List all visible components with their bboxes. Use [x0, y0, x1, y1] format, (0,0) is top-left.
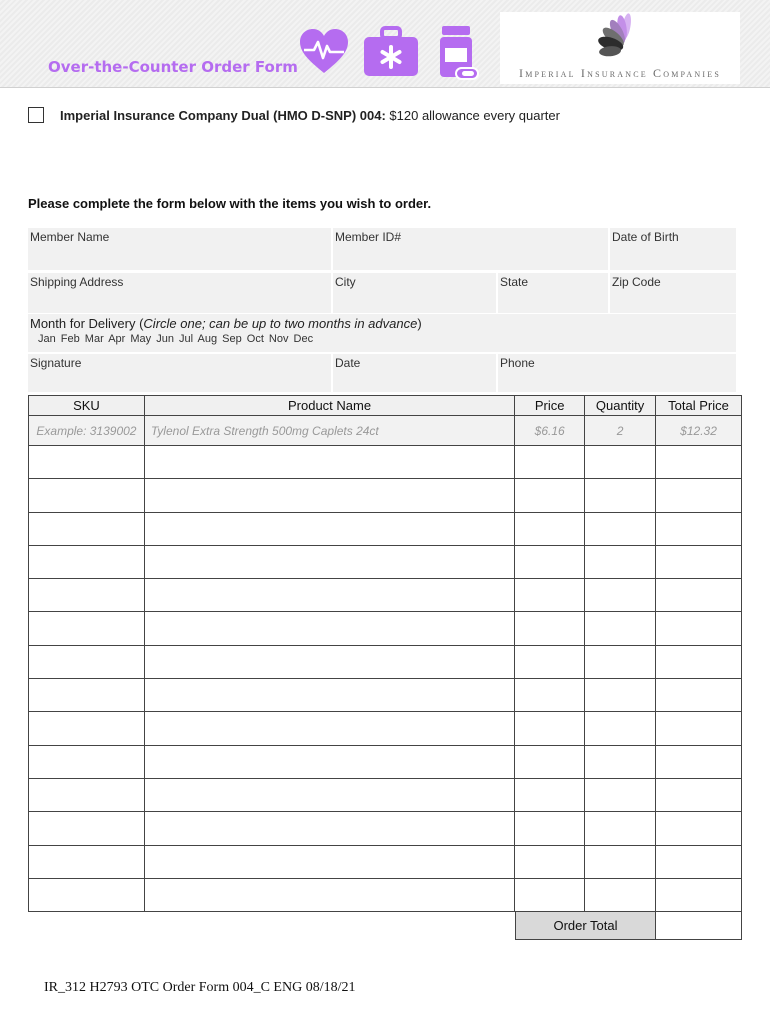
order-total-label: Order Total: [515, 912, 656, 940]
price-cell[interactable]: [515, 679, 585, 712]
table-row: [29, 712, 742, 745]
total-price-header: Total Price: [656, 396, 742, 416]
phone-label: Phone: [500, 356, 535, 370]
order-total-row: [515, 912, 742, 940]
member-name-field[interactable]: [28, 228, 331, 270]
price-cell[interactable]: [515, 612, 585, 645]
medical-kit-icon: [362, 26, 420, 78]
price-header: Price: [515, 396, 585, 416]
table-row: [29, 878, 742, 911]
member-id-label: Member ID#: [335, 230, 402, 244]
company-name: Imperial Insurance Companies: [519, 66, 721, 80]
quantity-cell[interactable]: [585, 778, 656, 811]
total-price-cell[interactable]: [656, 612, 742, 645]
product-name-cell[interactable]: [144, 712, 514, 745]
example-sku: Example: 3139002: [29, 416, 145, 446]
quantity-cell[interactable]: [585, 512, 656, 545]
fan-leaf-logo-icon: [596, 12, 652, 62]
price-cell[interactable]: [515, 878, 585, 911]
total-price-cell[interactable]: [656, 778, 742, 811]
price-cell[interactable]: [515, 512, 585, 545]
product-name-cell[interactable]: [144, 778, 514, 811]
member-name-label: Member Name: [30, 230, 110, 244]
total-price-cell[interactable]: [656, 512, 742, 545]
city-field[interactable]: [333, 273, 496, 313]
heart-pulse-icon: [298, 26, 350, 78]
quantity-cell[interactable]: [585, 612, 656, 645]
price-cell[interactable]: [515, 545, 585, 578]
product-name-cell[interactable]: [144, 579, 514, 612]
sku-cell[interactable]: [29, 878, 145, 911]
date-label: Date: [335, 356, 361, 370]
price-cell[interactable]: [515, 479, 585, 512]
table-row: [29, 479, 742, 512]
quantity-cell[interactable]: [585, 579, 656, 612]
shipping-address-label: Shipping Address: [30, 275, 124, 289]
delivery-label-text: Month for Delivery (: [30, 316, 144, 331]
total-price-cell[interactable]: [656, 745, 742, 778]
sku-cell[interactable]: [29, 679, 145, 712]
product-name-header: Product Name: [144, 396, 514, 416]
product-name-cell[interactable]: [144, 545, 514, 578]
zip-label: Zip Code: [612, 275, 661, 289]
quantity-cell[interactable]: [585, 446, 656, 479]
price-cell[interactable]: [515, 812, 585, 845]
table-row: [29, 812, 742, 845]
delivery-month-field[interactable]: [28, 314, 736, 352]
price-cell[interactable]: [515, 645, 585, 678]
delivery-note: Circle one; can be up to two months in advance: [143, 316, 418, 331]
table-row: [29, 579, 742, 612]
table-row: [29, 645, 742, 678]
pill-bottle-icon: [436, 24, 480, 82]
dob-field[interactable]: [610, 228, 736, 270]
total-price-cell[interactable]: [656, 679, 742, 712]
price-cell[interactable]: [515, 446, 585, 479]
sku-cell[interactable]: [29, 545, 145, 578]
sku-cell[interactable]: [29, 512, 145, 545]
quantity-cell[interactable]: [585, 679, 656, 712]
product-name-cell[interactable]: [144, 446, 514, 479]
product-name-cell[interactable]: [144, 745, 514, 778]
quantity-cell[interactable]: [585, 845, 656, 878]
sku-header: SKU: [29, 396, 145, 416]
sku-cell[interactable]: [29, 579, 145, 612]
signature-field[interactable]: [28, 354, 331, 392]
table-row: [29, 446, 742, 479]
sku-cell[interactable]: [29, 479, 145, 512]
plan-allowance: $120 allowance every quarter: [385, 107, 560, 123]
total-price-cell[interactable]: [656, 446, 742, 479]
example-price: $6.16: [515, 416, 585, 446]
quantity-cell[interactable]: [585, 745, 656, 778]
table-row: [29, 679, 742, 712]
price-cell[interactable]: [515, 579, 585, 612]
total-price-cell[interactable]: [656, 845, 742, 878]
product-name-cell[interactable]: [144, 845, 514, 878]
quantity-cell[interactable]: [585, 479, 656, 512]
plan-option: [28, 106, 560, 124]
quantity-cell[interactable]: [585, 878, 656, 911]
order-items-table: [28, 395, 742, 912]
zip-field[interactable]: [610, 273, 736, 313]
total-price-cell[interactable]: [656, 479, 742, 512]
total-price-cell[interactable]: [656, 878, 742, 911]
sku-cell[interactable]: [29, 745, 145, 778]
state-field[interactable]: [498, 273, 608, 313]
sku-cell[interactable]: [29, 612, 145, 645]
example-total: $12.32: [656, 416, 742, 446]
sku-cell[interactable]: [29, 446, 145, 479]
product-name-cell[interactable]: [144, 612, 514, 645]
quantity-cell[interactable]: [585, 545, 656, 578]
price-cell[interactable]: [515, 745, 585, 778]
price-cell[interactable]: [515, 845, 585, 878]
quantity-cell[interactable]: [585, 812, 656, 845]
product-name-cell[interactable]: [144, 812, 514, 845]
company-logo: [500, 12, 740, 84]
example-product: Tylenol Extra Strength 500mg Caplets 24ct: [144, 416, 514, 446]
dob-label: Date of Birth: [612, 230, 679, 244]
city-label: City: [335, 275, 356, 289]
plan-label: [60, 108, 560, 123]
total-price-cell[interactable]: [656, 645, 742, 678]
product-name-cell[interactable]: [144, 479, 514, 512]
month-options[interactable]: Jan Feb Mar Apr May Jun Jul Aug Sep Oct Nov Dec: [38, 333, 314, 345]
product-name-cell[interactable]: [144, 679, 514, 712]
form-footer-code: IR_312 H2793 OTC Order Form 004_C ENG 08/18/21: [44, 980, 356, 995]
date-field[interactable]: [333, 354, 496, 392]
sku-cell[interactable]: [29, 645, 145, 678]
price-cell[interactable]: [515, 712, 585, 745]
example-row: [29, 416, 742, 446]
sku-cell[interactable]: [29, 845, 145, 878]
form-instructions: Please complete the form below with the items you wish to order.: [28, 196, 432, 211]
table-row: [29, 512, 742, 545]
total-price-cell[interactable]: [656, 579, 742, 612]
delivery-close-paren: ): [417, 316, 422, 331]
quantity-cell[interactable]: [585, 645, 656, 678]
signature-label: Signature: [30, 356, 82, 370]
sku-cell[interactable]: [29, 812, 145, 845]
total-price-cell[interactable]: [656, 812, 742, 845]
product-name-cell[interactable]: [144, 878, 514, 911]
sku-cell[interactable]: [29, 712, 145, 745]
plan-checkbox[interactable]: [28, 107, 44, 123]
state-label: State: [500, 275, 529, 289]
plan-name: Imperial Insurance Company Dual (HMO D-SNP) 004:: [60, 107, 386, 123]
total-price-cell[interactable]: [656, 545, 742, 578]
shipping-address-field[interactable]: [28, 273, 331, 313]
table-row: [29, 778, 742, 811]
member-id-field[interactable]: [333, 228, 608, 270]
product-name-cell[interactable]: [144, 645, 514, 678]
form-title: Over-the-Counter Order Form: [48, 58, 298, 76]
table-row: [29, 745, 742, 778]
table-header-row: [29, 396, 742, 416]
example-quantity: 2: [585, 416, 656, 446]
table-row: [29, 545, 742, 578]
order-total-input[interactable]: [656, 912, 742, 940]
delivery-month-label: [30, 316, 734, 331]
product-name-cell[interactable]: [144, 512, 514, 545]
table-row: [29, 845, 742, 878]
phone-field[interactable]: [498, 354, 736, 392]
quantity-header: Quantity: [585, 396, 656, 416]
table-row: [29, 612, 742, 645]
total-price-cell[interactable]: [656, 712, 742, 745]
price-cell[interactable]: [515, 778, 585, 811]
sku-cell[interactable]: [29, 778, 145, 811]
quantity-cell[interactable]: [585, 712, 656, 745]
